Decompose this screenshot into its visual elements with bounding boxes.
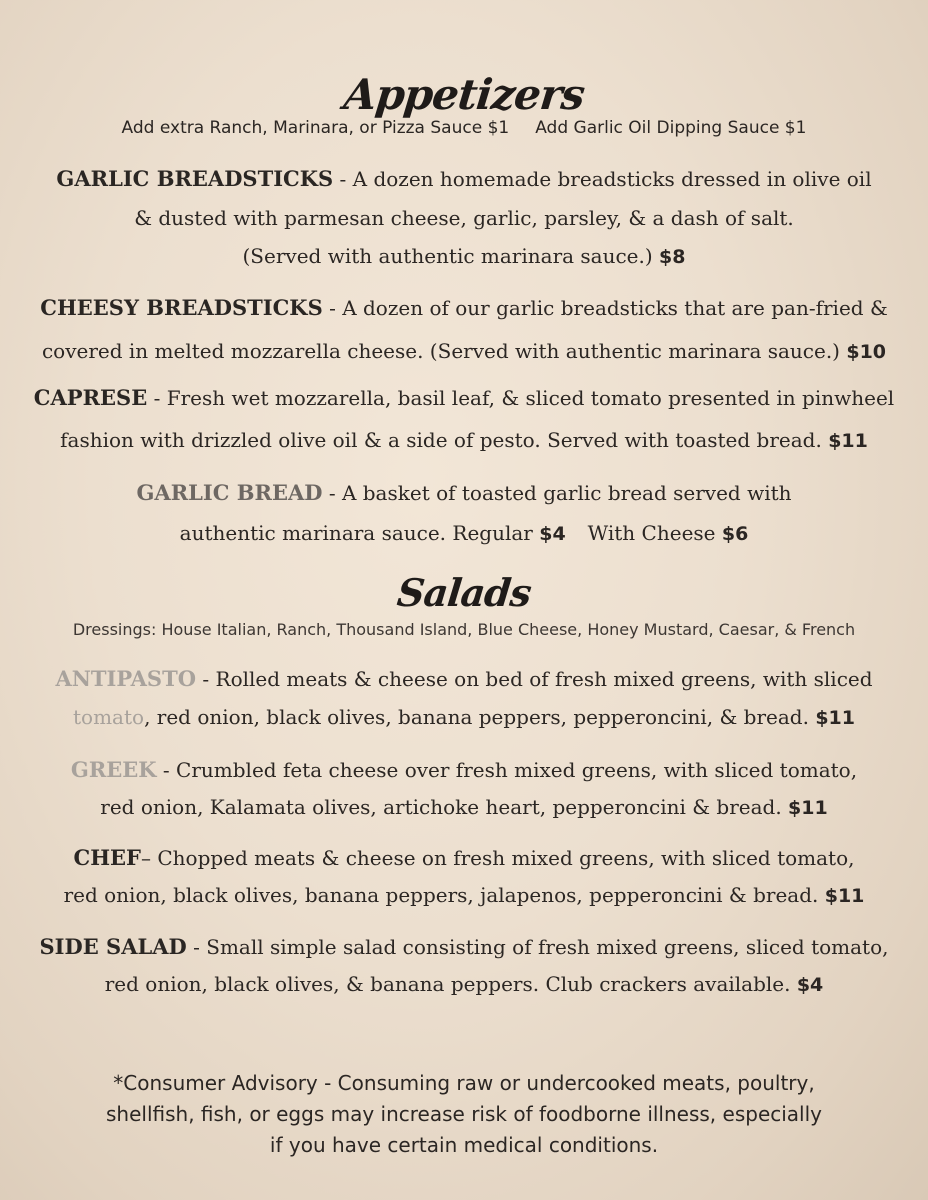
item-price: $11	[788, 797, 828, 819]
item-description-line	[0, 521, 928, 546]
salads-heading: Salads	[395, 570, 533, 615]
item-price: $11	[824, 885, 865, 907]
item-name: CHEESY BREADSTICKS	[40, 295, 323, 320]
item-description: covered in melted mozzarella cheese. (Served with authentic marinara sauce.)	[41, 339, 847, 363]
item-description: (Served with authentic marinara sauce.)	[242, 244, 660, 268]
item-description: - Small simple salad consisting of fresh mixed greens, sliced tomato,	[186, 935, 889, 959]
dressings-note: Dressings: House Italian, Ranch, Thousand Island, Blue Cheese, Honey Mustard, Caesar, & French	[72, 620, 856, 639]
item-description: - Rolled meats & cheese on bed of fresh mixed greens, with sliced	[196, 667, 873, 691]
advisory-line: shellfish, fish, or eggs may increase risk of foodborne illness, especially	[105, 1102, 822, 1126]
item-name: SIDE SALAD	[39, 934, 187, 959]
item-description: , red onion, black olives, banana peppers, pepperoncini, & bread.	[144, 705, 816, 729]
item-description: - A basket of toasted garlic bread served with	[322, 481, 792, 505]
item-name: CAPRESE	[33, 385, 148, 410]
menu-item-side-salad	[0, 935, 928, 959]
item-description-line: & dusted with parmesan cheese, garlic, parsley, & a dash of salt.	[134, 206, 794, 230]
advisory-line: if you have certain medical conditions.	[269, 1133, 659, 1157]
item-description-line	[0, 972, 928, 997]
item-description: - A dozen homemade breadsticks dressed in olive oil	[333, 167, 872, 191]
item-description-line	[0, 428, 928, 453]
item-name: ANTIPASTO	[55, 666, 197, 691]
item-description: - Fresh wet mozzarella, basil leaf, & sliced tomato presented in pinwheel	[147, 386, 895, 410]
garlic-oil-note: Add Garlic Oil Dipping Sauce $1	[535, 118, 807, 138]
item-price: $11	[828, 430, 868, 452]
item-price: $4	[796, 974, 824, 996]
item-price: $11	[815, 707, 855, 729]
consumer-advisory	[0, 1068, 928, 1161]
item-description-line	[0, 244, 928, 269]
item-description-line	[0, 795, 928, 820]
with-cheese-label: With Cheese	[587, 521, 722, 545]
item-name: CHEF	[73, 845, 141, 870]
item-description-line	[0, 339, 928, 364]
item-description: tomato	[73, 705, 145, 729]
item-name: GREEK	[70, 757, 157, 782]
extra-sauce-note: Add extra Ranch, Marinara, or Pizza Sauce $1	[121, 118, 510, 138]
item-name: GARLIC BREAD	[136, 480, 323, 505]
price-regular: $4	[539, 523, 566, 545]
item-description-line	[0, 705, 928, 730]
appetizers-extras-note	[0, 118, 928, 138]
item-description: fashion with drizzled olive oil & a side of pesto. Served with toasted bread.	[60, 428, 829, 452]
item-description: - Crumbled feta cheese over fresh mixed greens, with sliced tomato,	[156, 758, 858, 782]
menu-item-chef	[0, 846, 928, 870]
item-description: – Chopped meats & cheese on fresh mixed greens, with sliced tomato,	[140, 846, 855, 870]
item-description: red onion, Kalamata olives, artichoke heart, pepperoncini & bread.	[100, 795, 789, 819]
item-description: red onion, black olives, banana peppers, jalapenos, pepperoncini & bread.	[63, 883, 825, 907]
item-price: $8	[659, 246, 686, 268]
item-description: authentic marinara sauce. Regular	[179, 521, 540, 545]
item-description-line	[0, 883, 928, 908]
appetizers-heading: Appetizers	[341, 70, 587, 119]
item-description: red onion, black olives, & banana peppers. Club crackers available.	[104, 972, 797, 996]
menu-item-cheesy-breadsticks	[0, 296, 928, 320]
menu-item-antipasto	[0, 667, 928, 691]
advisory-line: *Consumer Advisory - Consuming raw or undercooked meats, poultry,	[113, 1071, 815, 1095]
menu-item-garlic-bread	[0, 481, 928, 505]
menu-item-garlic-breadsticks	[0, 167, 928, 191]
menu-item-caprese	[0, 386, 928, 410]
item-description: - A dozen of our garlic breadsticks that are pan-fried &	[322, 296, 888, 320]
item-price: $10	[846, 341, 887, 363]
menu-item-greek	[0, 758, 928, 782]
item-name: GARLIC BREADSTICKS	[56, 166, 334, 191]
price-with-cheese: $6	[721, 523, 749, 545]
